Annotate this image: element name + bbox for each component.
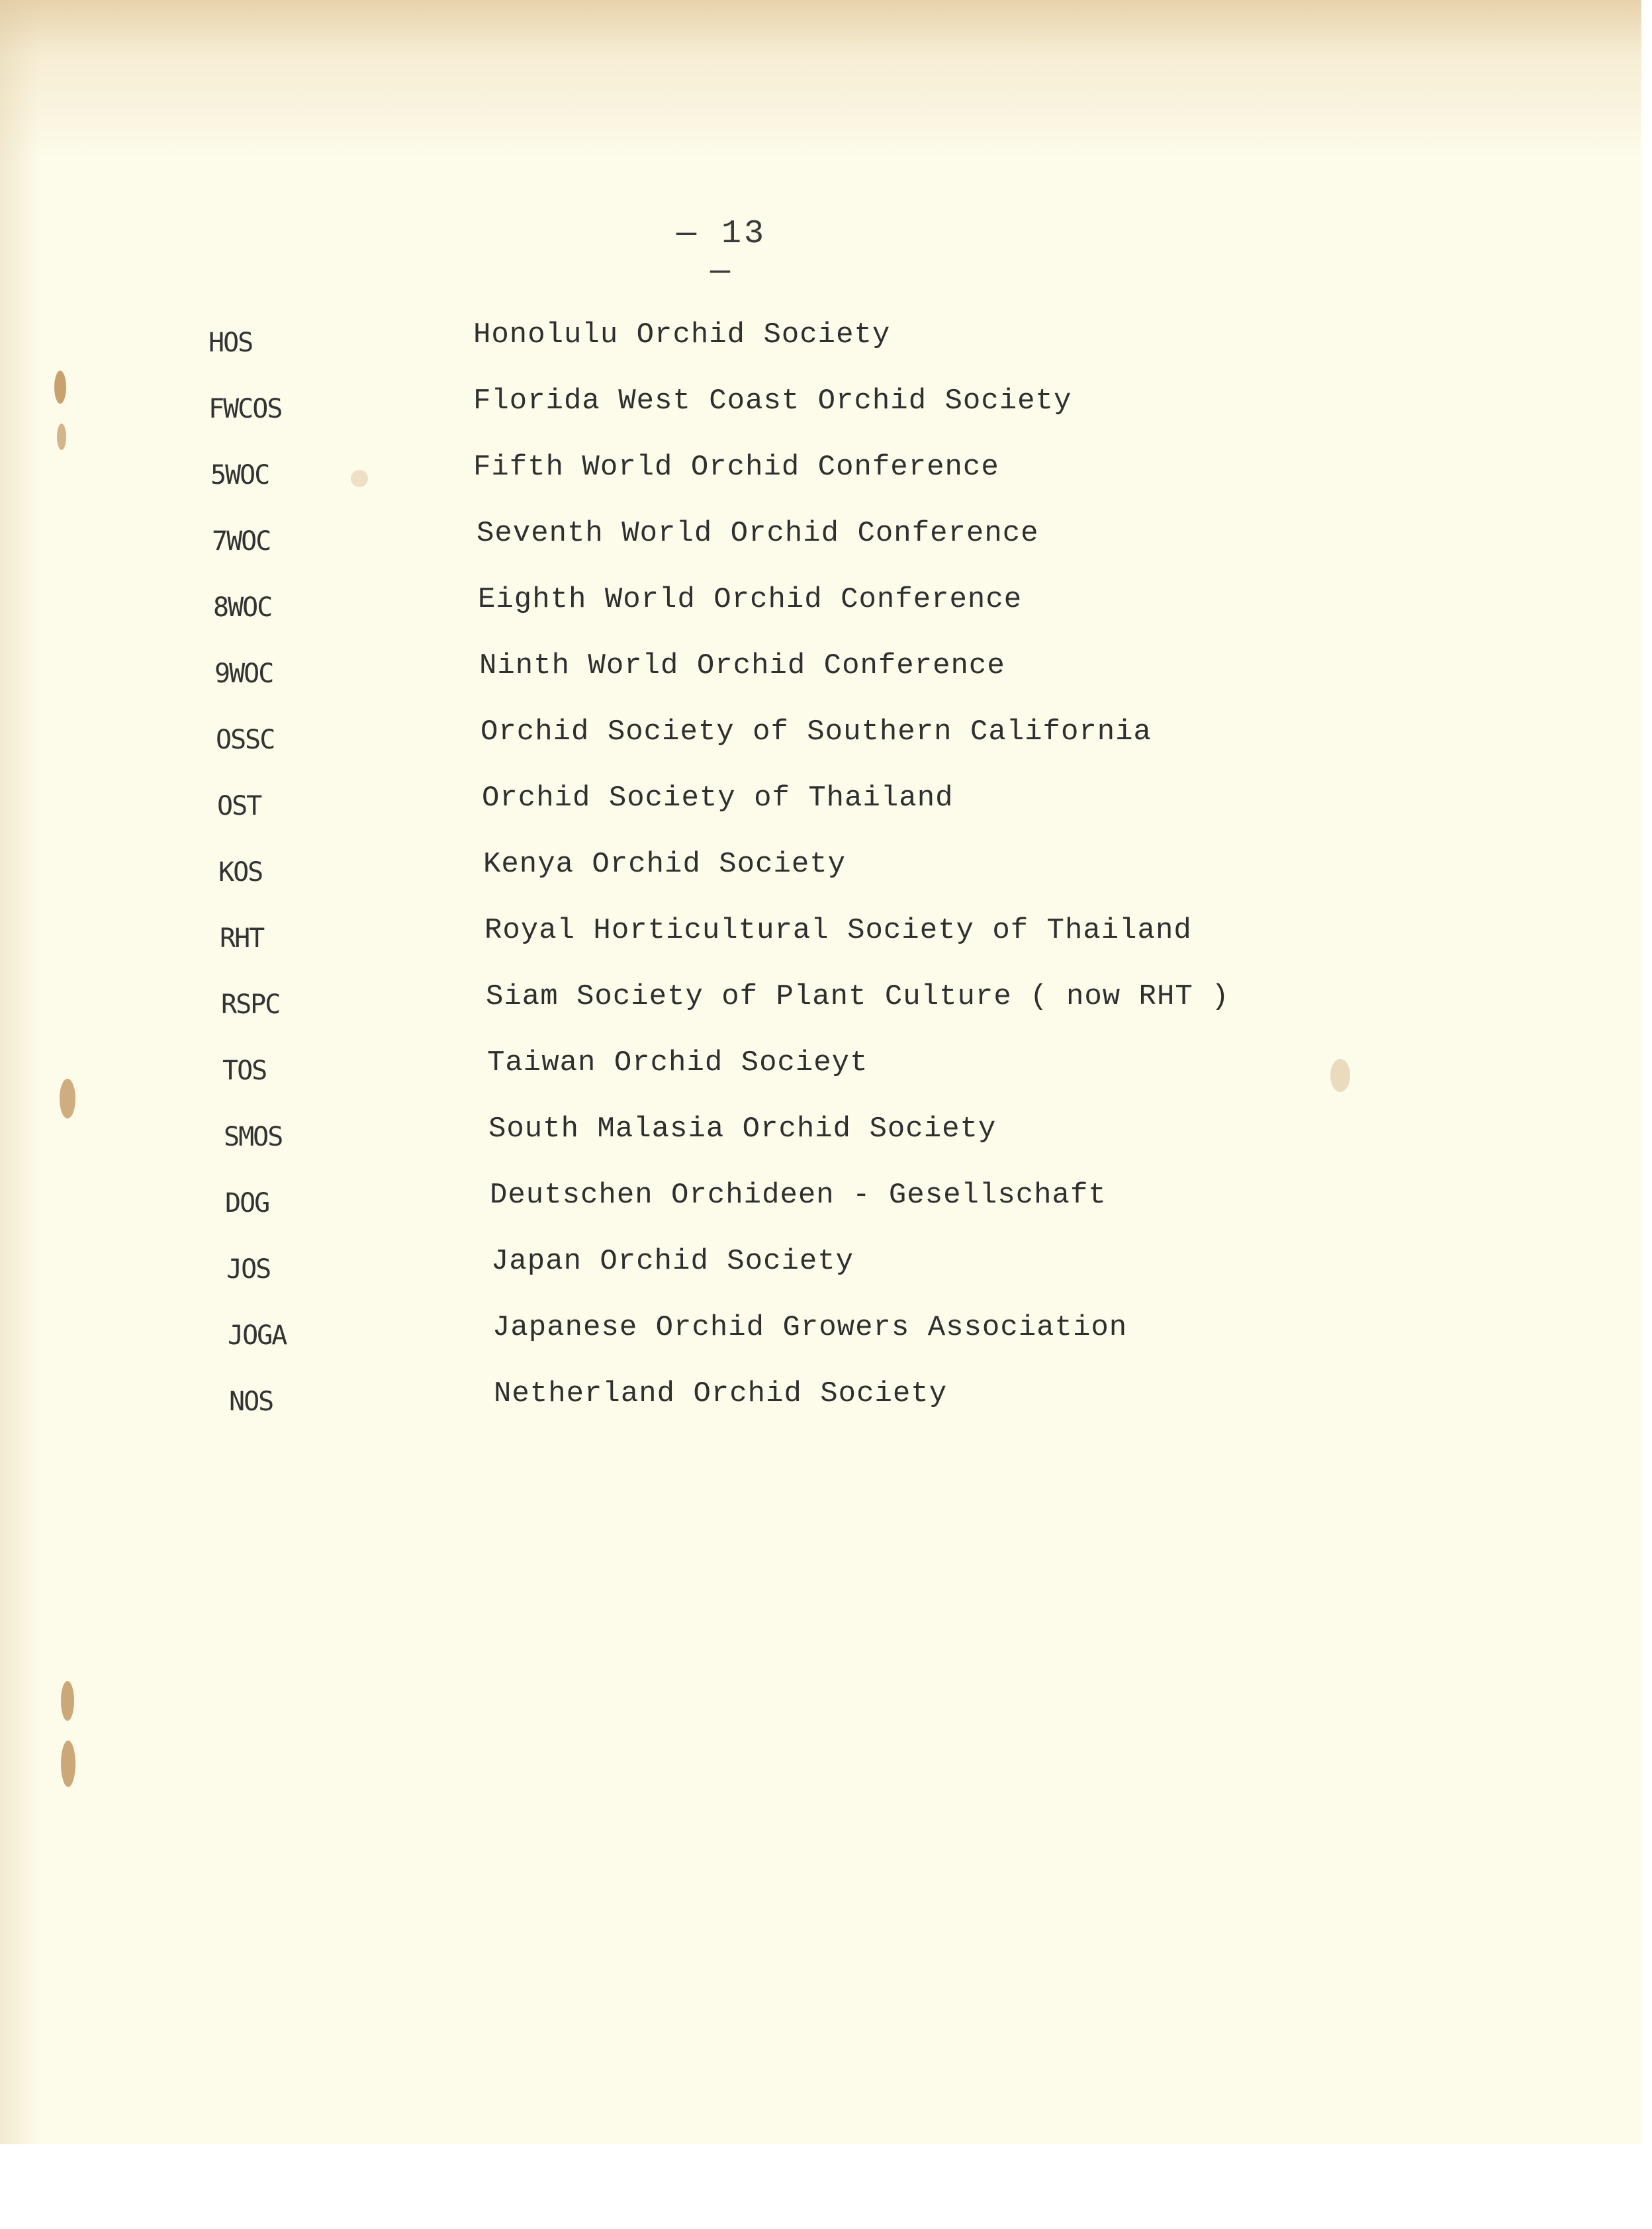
entry-full-name: Netherland Orchid Society: [494, 1377, 948, 1410]
stain-mark: [1330, 1059, 1350, 1092]
entry-row: [225, 1179, 1152, 1234]
entry-abbreviation: FWCOS: [208, 394, 282, 424]
entry-abbreviation: 7WOC: [212, 526, 271, 557]
entry-abbreviation: OSSC: [216, 725, 275, 755]
entry-row: [228, 1311, 1220, 1367]
stain-mark: [60, 1079, 75, 1118]
entry-row: [221, 980, 1230, 1036]
entry-row: [214, 649, 1141, 705]
entry-full-name: Taiwan Orchid Socieyt: [487, 1046, 868, 1079]
stain-mark: [54, 371, 66, 404]
entry-full-name: South Malasia Orchid Society: [488, 1113, 997, 1146]
entry-full-name: Japanese Orchid Growers Association: [492, 1311, 1128, 1344]
entry-full-name: Honolulu Orchid Society: [473, 318, 891, 351]
stain-mark: [61, 1741, 75, 1787]
entry-abbreviation: NOS: [229, 1387, 273, 1417]
entry-abbreviation: KOS: [218, 857, 263, 887]
entry-abbreviation: RSPC: [221, 989, 280, 1020]
entry-full-name: Florida West Coast Orchid Society: [473, 385, 1072, 418]
entry-row: [229, 1377, 1156, 1433]
entry-abbreviation: JOGA: [228, 1320, 287, 1351]
entry-row: [208, 385, 1135, 440]
entry-full-name: Deutschen Orchideen - Gesellschaft: [490, 1179, 1107, 1212]
entry-abbreviation: 9WOC: [214, 659, 273, 689]
entry-full-name: Seventh World Orchid Conference: [477, 517, 1039, 550]
entry-abbreviation: 8WOC: [213, 592, 272, 623]
entry-full-name: Ninth World Orchid Conference: [479, 649, 1005, 682]
entry-abbreviation: HOS: [208, 328, 253, 358]
entry-abbreviation: SMOS: [224, 1122, 283, 1152]
stain-mark: [57, 424, 66, 450]
entry-full-name: Orchid Society of Southern California: [481, 715, 1152, 749]
entry-full-name: Royal Horticultural Society of Thailand: [484, 914, 1192, 947]
stain-mark: [351, 470, 368, 487]
entry-abbreviation: JOS: [226, 1254, 271, 1285]
entry-full-name: Fifth World Orchid Conference: [473, 451, 999, 484]
page-number: — 13 —: [676, 215, 767, 291]
entry-full-name: Orchid Society of Thailand: [482, 782, 954, 815]
entry-row: [217, 782, 1144, 837]
entry-abbreviation: OST: [217, 791, 261, 821]
entry-abbreviation: RHT: [220, 923, 264, 954]
entry-row: [218, 848, 1145, 903]
entry-row: [222, 1046, 1149, 1102]
entry-row: [213, 583, 1140, 639]
entry-row: [226, 1245, 1153, 1300]
entry-row: [220, 914, 1213, 970]
stain-mark: [61, 1681, 74, 1721]
entry-full-name: Japan Orchid Society: [491, 1245, 854, 1278]
entry-full-name: Siam Society of Plant Culture ( now RHT ): [486, 980, 1230, 1013]
entry-abbreviation: 5WOC: [210, 460, 269, 490]
entry-row: [212, 517, 1138, 572]
entry-full-name: Eighth World Orchid Conference: [478, 583, 1023, 616]
entry-full-name: Kenya Orchid Society: [483, 848, 847, 881]
entry-abbreviation: TOS: [222, 1056, 267, 1086]
entry-abbreviation: DOG: [225, 1188, 269, 1218]
entry-row: [216, 715, 1152, 771]
entry-row: [224, 1113, 1150, 1168]
entry-row: [208, 318, 1135, 374]
entry-row: [210, 451, 1137, 506]
